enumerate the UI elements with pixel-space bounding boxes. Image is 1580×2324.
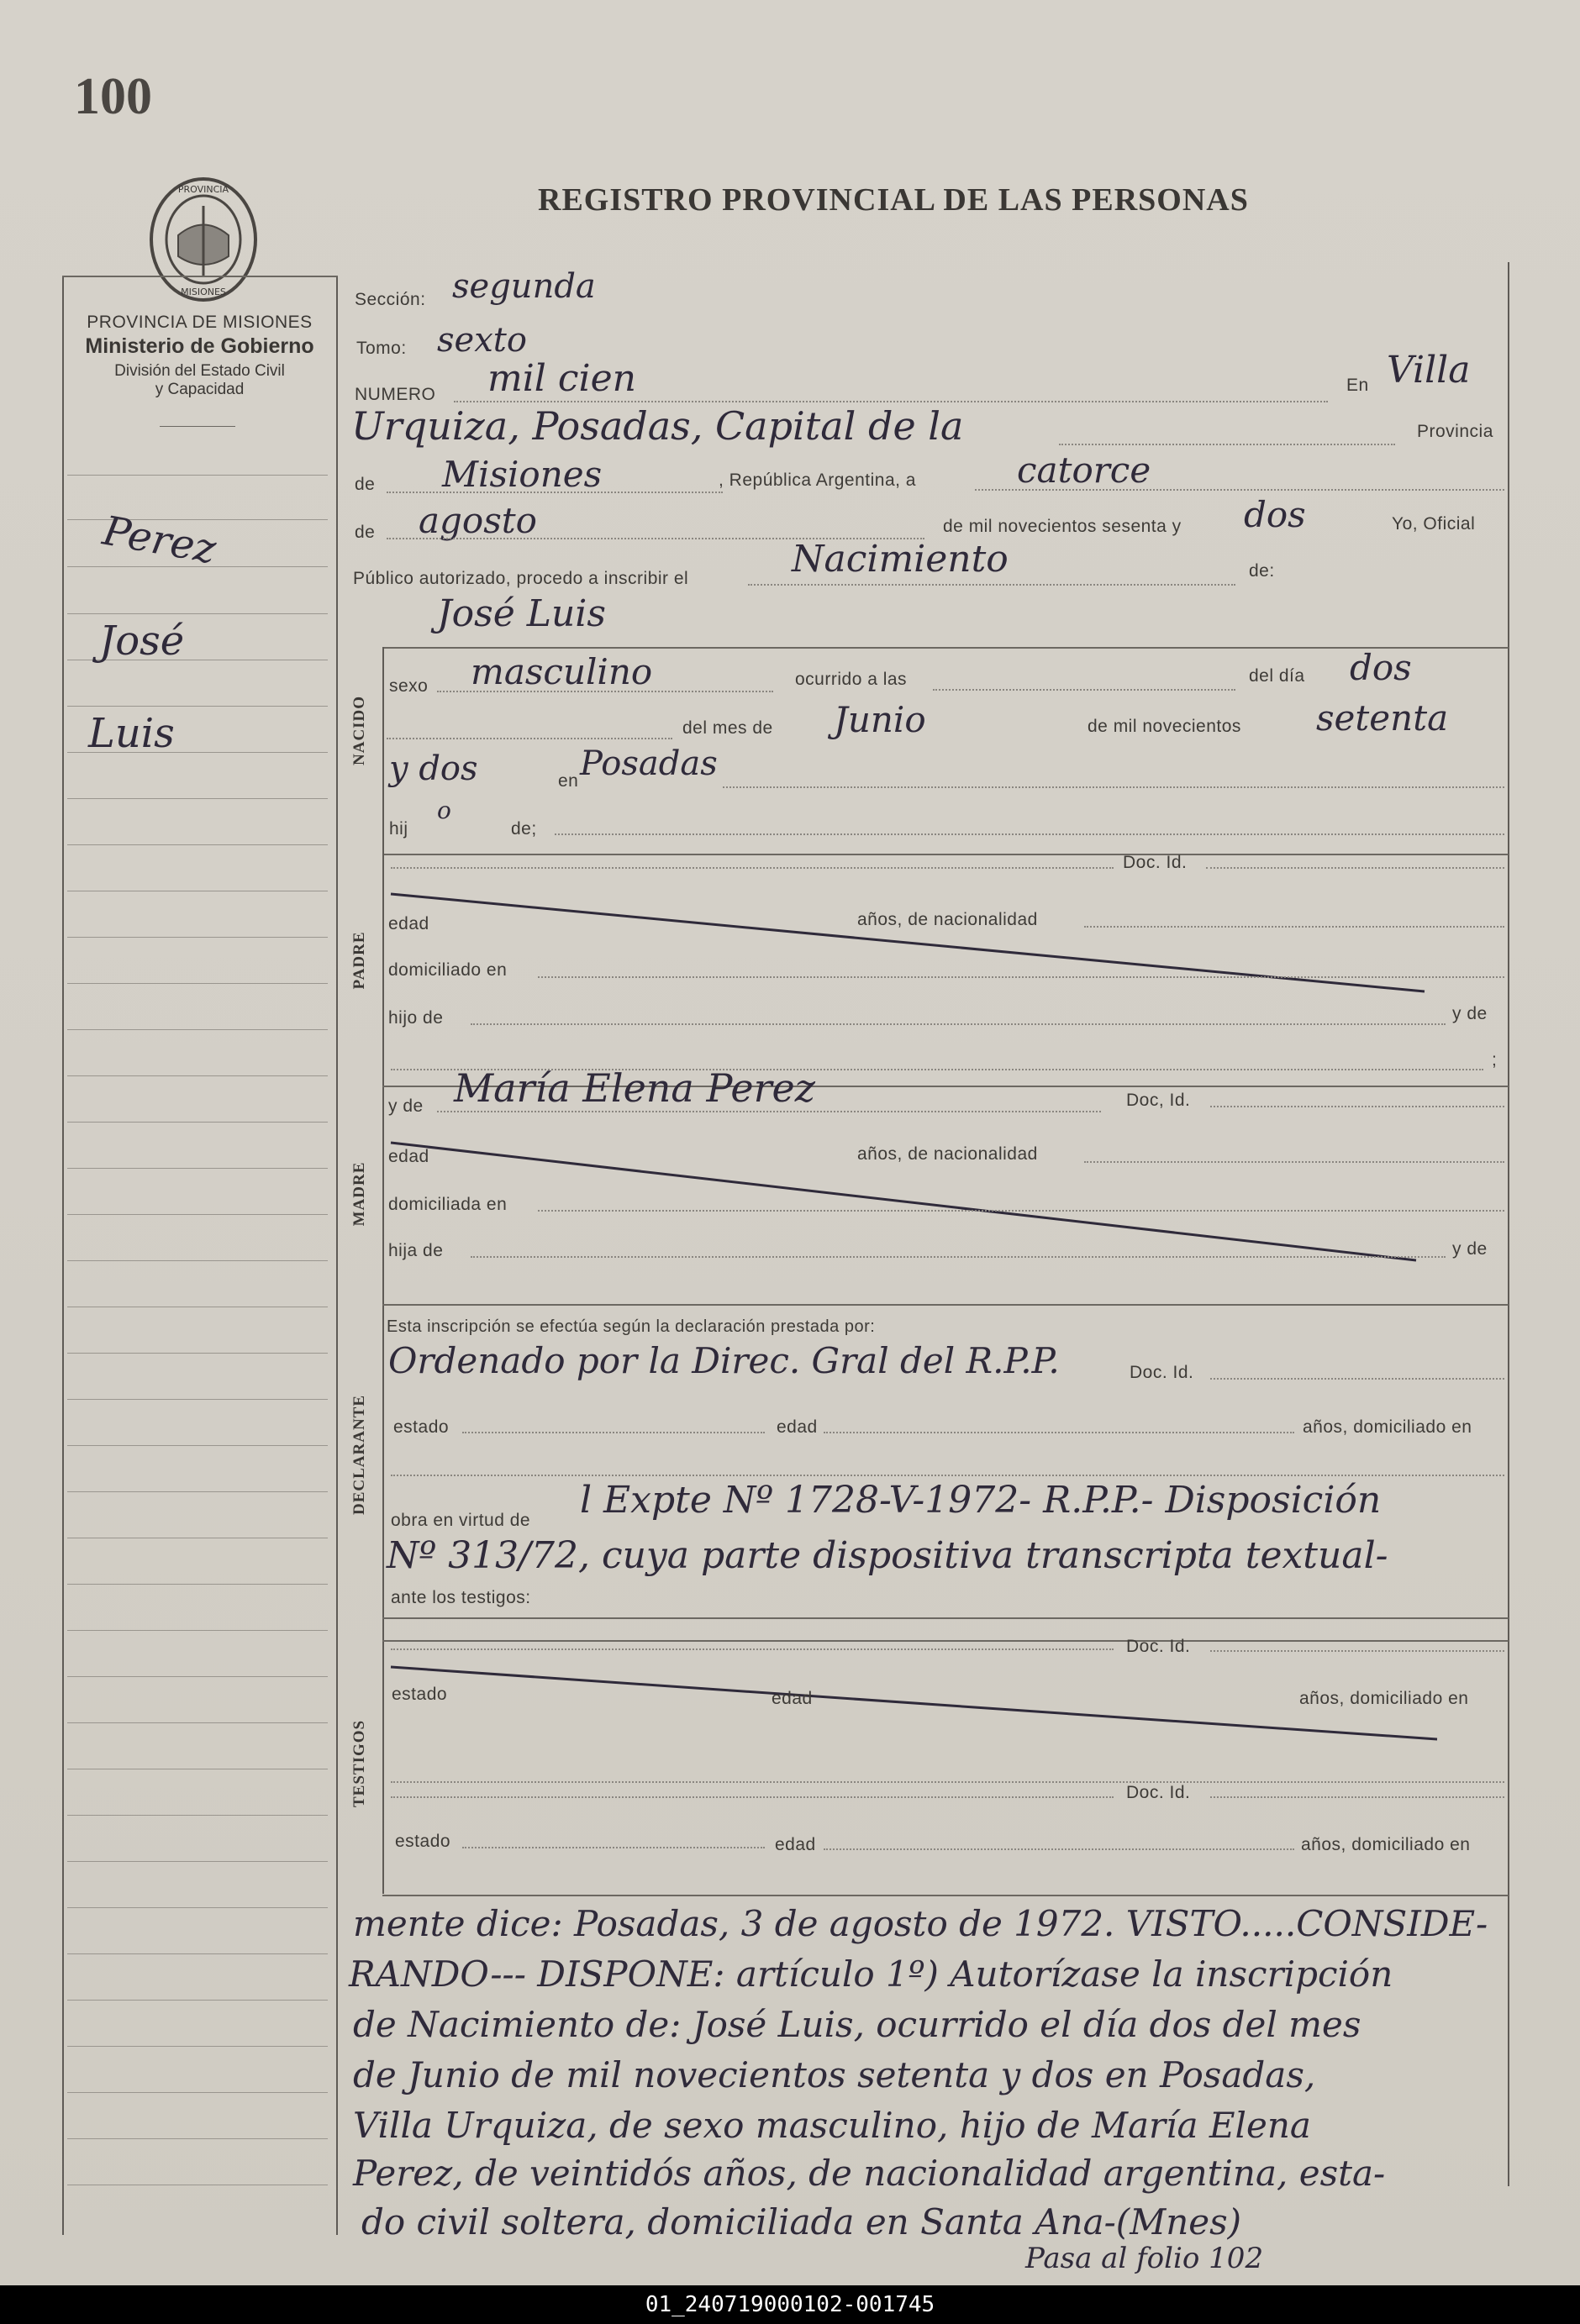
madre-hija-label: hija de	[388, 1241, 444, 1260]
padre-crossout	[382, 874, 1441, 1000]
dia-value: catorce	[1017, 450, 1151, 491]
madre-section-label: MADRE	[350, 1161, 368, 1227]
ministry-label: Ministerio de Gobierno	[85, 334, 314, 358]
de-mil-nov-label: de mil novecientos	[1088, 717, 1241, 736]
publico-label: Público autorizado, procedo a inscribir el	[353, 569, 689, 588]
testigos-section-label: TESTIGOS	[350, 1719, 368, 1807]
madre-domiciliada-label: domiciliada en	[388, 1195, 508, 1214]
padre-domiciliado-label: domiciliado en	[388, 960, 508, 980]
padre-edad-label: edad	[388, 914, 429, 933]
anio-nac-value: setenta	[1316, 697, 1449, 739]
declarante-value: Ordenado por la Direc. Gral del R.P.P.	[388, 1340, 1060, 1381]
pasa-folio: Pasa al folio 102	[1025, 2242, 1264, 2275]
capacity-label: y Capacidad	[155, 381, 245, 398]
mes-value: agosto	[419, 500, 537, 541]
ante-label: ante los testigos:	[391, 1588, 531, 1607]
provincial-seal-icon	[145, 172, 262, 307]
margin-firstname-2: Luis	[88, 710, 175, 757]
mes-nac-value: Junio	[834, 699, 926, 740]
note-line-4: de Junio de mil novecientos setenta y dos en Posadas,	[353, 2054, 1316, 2095]
en-small-label: en	[558, 771, 579, 791]
lugar-nac-value: Posadas	[580, 744, 718, 783]
left-header	[59, 313, 340, 399]
inscripcion-label: Esta inscripción se efectúa según la declaración prestada por:	[387, 1317, 876, 1336]
note-line-7: do civil soltera, domiciliada en Santa Ana-(Mnes)	[361, 2201, 1242, 2243]
republica-label: , República Argentina, a	[719, 471, 916, 490]
declarante-doc-id-label: Doc. Id.	[1130, 1363, 1194, 1382]
page-number: 100	[74, 68, 152, 125]
tomo-value: sexto	[437, 321, 527, 360]
testigo1-anos-label: años, domiciliado en	[1299, 1689, 1469, 1708]
seccion-value: segunda	[452, 267, 596, 306]
del-mes-label: del mes de	[682, 718, 773, 738]
note-line-3: de Nacimiento de: José Luis, ocurrido el día dos del mes	[353, 2004, 1361, 2045]
note-line-1: mente dice: Posadas, 3 de agosto de 1972. VISTO.....CONSIDE-	[353, 1903, 1488, 1944]
del-dia-label: del día	[1249, 666, 1305, 686]
de-label-1: de	[355, 475, 376, 494]
sexo-value: masculino	[471, 651, 653, 692]
madre-y-de-label: y de	[388, 1096, 424, 1116]
testigo2-edad-label: edad	[775, 1835, 816, 1854]
testigos-doc-id-label-1: Doc. Id.	[1126, 1637, 1191, 1656]
madre-value: María Elena Perez	[454, 1065, 816, 1111]
obra-label: obra en virtud de	[391, 1511, 531, 1530]
lugar-value: Urquiza, Posadas, Capital de la	[351, 403, 964, 449]
anio-value: dos	[1244, 494, 1306, 535]
madre-anos-label: años, de nacionalidad	[857, 1144, 1038, 1164]
numero-label: NUMERO	[355, 385, 436, 404]
numero-value: mil cien	[487, 357, 636, 400]
margin-surname: Perez	[99, 507, 220, 574]
dia-nac-value: dos	[1350, 647, 1412, 688]
ocurrido-label: ocurrido a las	[795, 670, 908, 689]
testigo2-estado-label: estado	[395, 1832, 451, 1851]
testigos-crossout	[382, 1655, 1450, 1748]
obra-line-1: l Expte Nº 1728-V-1972- R.P.P.- Disposición	[580, 1479, 1382, 1522]
declarante-anos-label: años, domiciliado en	[1303, 1417, 1472, 1437]
division-label: División del Estado Civil	[114, 362, 285, 380]
image-id-footer: 01_240719000102-001745	[0, 2285, 1580, 2324]
svg-text:MISIONES: MISIONES	[181, 287, 226, 297]
acto-value: Nacimiento	[792, 538, 1009, 581]
de-mil-label: de mil novecientos sesenta y	[943, 517, 1182, 536]
nacido-section-label: NACIDO	[350, 695, 368, 765]
header-title: REGISTRO PROVINCIAL DE LAS PERSONAS	[538, 182, 1249, 218]
villa-value: Villa	[1387, 349, 1471, 392]
sexo-label: sexo	[389, 676, 429, 696]
testigos-doc-id-label-2: Doc. Id.	[1126, 1783, 1191, 1802]
de-label-2: de	[355, 523, 376, 542]
de-semi-label: de;	[511, 819, 537, 839]
hij-label: hij	[389, 819, 408, 839]
declarante-estado-label: estado	[393, 1417, 450, 1437]
en-label: En	[1346, 376, 1369, 395]
margin-firstname-1: José	[99, 618, 185, 665]
provincia-label: Provincia	[1417, 422, 1493, 441]
yo-oficial-label: Yo, Oficial	[1392, 514, 1476, 534]
anio-nac2-value: y dos	[389, 749, 478, 788]
madre-edad-label: edad	[388, 1147, 429, 1166]
declarante-edad-label: edad	[777, 1417, 818, 1437]
padre-y-de-label: y de	[1452, 1004, 1488, 1023]
padre-hijo-label: hijo de	[388, 1008, 444, 1028]
padre-doc-id-label: Doc. Id.	[1123, 853, 1188, 872]
note-line-2: RANDO--- DISPONE: artículo 1º) Autorízase la inscripción	[349, 1953, 1393, 1995]
testigo2-anos-label: años, domiciliado en	[1301, 1835, 1471, 1854]
padre-anos-label: años, de nacionalidad	[857, 910, 1038, 929]
testigo1-edad-label: edad	[772, 1689, 813, 1708]
madre-y-de-label-2: y de	[1452, 1239, 1488, 1259]
seccion-label: Sección:	[355, 290, 426, 309]
tomo-label: Tomo:	[356, 339, 407, 358]
note-line-5: Villa Urquiza, de sexo masculino, hijo de María Elena	[353, 2105, 1311, 2146]
de-colon-label: de:	[1249, 561, 1275, 581]
province-label: PROVINCIA DE MISIONES	[87, 313, 313, 332]
padre-semicolon: ;	[1492, 1050, 1498, 1070]
provincia-value: Misiones	[442, 454, 603, 495]
declarante-section-label: DECLARANTE	[350, 1394, 368, 1515]
note-line-6: Perez, de veintidós años, de nacionalidad argentina, esta-	[353, 2153, 1386, 2194]
padre-section-label: PADRE	[350, 931, 368, 990]
madre-doc-id-label: Doc, Id.	[1126, 1091, 1191, 1110]
svg-text:PROVINCIA: PROVINCIA	[177, 184, 229, 195]
hij-suffix-value: o	[437, 797, 451, 824]
nombre-value: José Luis	[437, 592, 606, 635]
obra-line-2: Nº 313/72, cuya parte dispositiva transcripta textual-	[387, 1534, 1388, 1577]
testigo1-estado-label: estado	[392, 1685, 448, 1704]
